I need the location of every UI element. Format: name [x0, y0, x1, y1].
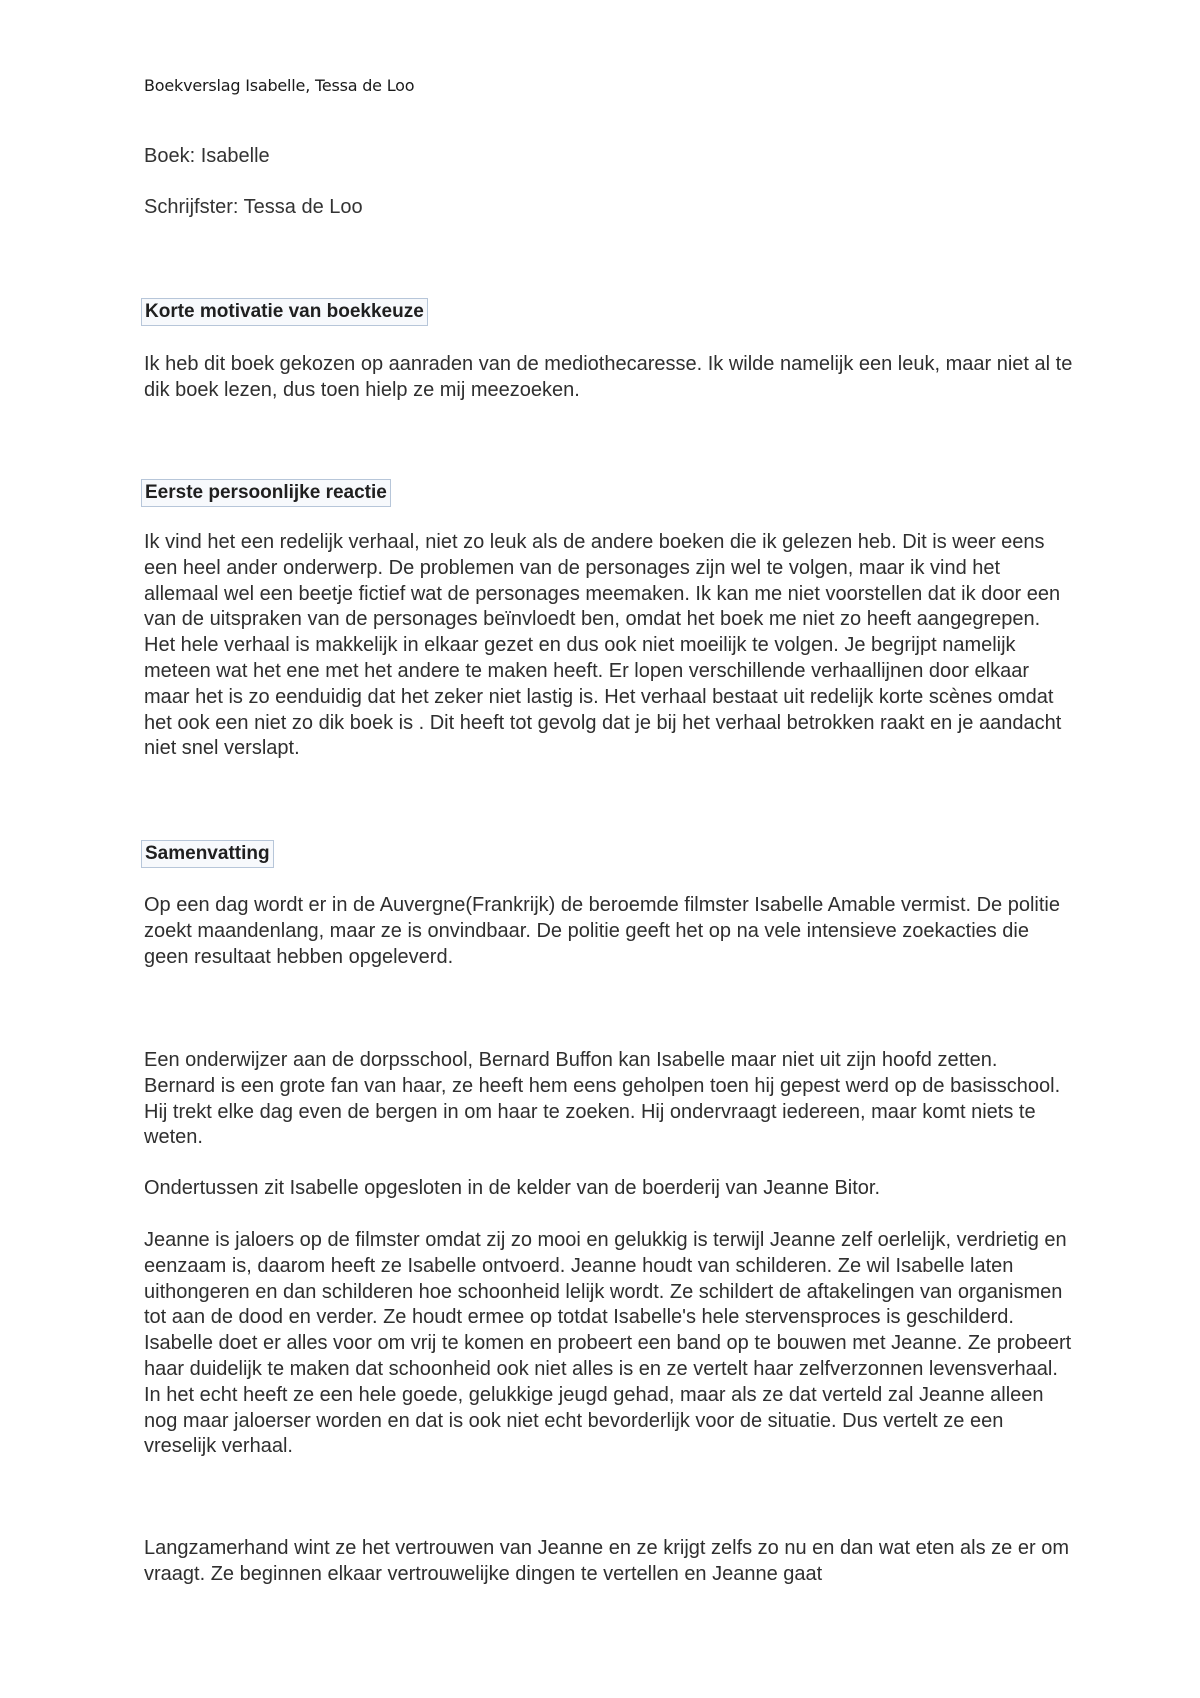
document-header: Boekverslag Isabelle, Tessa de Loo	[144, 76, 415, 95]
paragraph-motivation: Ik heb dit boek gekozen op aanraden van de mediothecaresse. Ik wilde namelijk een leuk, maar niet al te dik boek lezen, dus toen hielp ze mij meezoeken.	[144, 353, 1073, 401]
paragraph-reaction: Ik vind het een redelijk verhaal, niet zo leuk als de andere boeken die ik gelezen heb. Dit is weer eens een heel ander onderwerp. De problemen van de personages zijn wel te volgen, maar ik vind het allemaal wel een beetje fictief wat de personages meemaken. Ik kan me niet voorstellen dat ik door een van de uitspraken van de personages beïnvloedt ben, omdat het boek me niet zo heeft aangegrepen. Het hele verhaal is makkelijk in elkaar gezet en dus ook niet moeilijk te volgen. Je begrijpt namelijk meteen wat het ene met het andere te maken heeft. Er lopen verschillende verhaallijnen door elkaar maar het is zo eenduidig dat het zeker niet lastig is. Het verhaal bestaat uit redelijk korte scènes omdat het ook een niet zo dik boek is . Dit heeft tot gevolg dat je bij het verhaal betrokken raakt en je aandacht niet snel verslapt.	[144, 531, 1062, 760]
paragraph-summary-4: Jeanne is jaloers op de filmster omdat zij zo mooi en gelukkig is terwijl Jeanne zelf oerlelijk, verdrietig en eenzaam is, daarom heeft ze Isabelle ontvoerd. Jeanne houdt van schilderen. Ze wil Isabelle laten uithongeren en dan schilderen hoe schoonheid lelijk wordt. Ze schildert de aftakelingen van organismen tot aan de dood en verder. Ze houdt ermee op totdat Isabelle's hele stervensproces is geschilderd. Isabelle doet er alles voor om vrij te komen en probeert een band op te bouwen met Jeanne. Ze probeert haar duidelijk te maken dat schoonheid ook niet alles is en ze vertelt haar zelfverzonnen levensverhaal. In het echt heeft ze een hele goede, gelukkige jeugd gehad, maar als ze dat verteld zal Jeanne alleen nog maar jaloerser worden en dat is ook niet echt bevorderlijk voor de situatie. Dus vertelt ze een vreselijk verhaal.	[144, 1229, 1072, 1458]
book-title-line: Boek: Isabelle	[144, 145, 270, 167]
heading-reaction: Eerste persoonlijke reactie	[141, 479, 391, 507]
heading-motivation: Korte motivatie van boekkeuze	[141, 298, 428, 326]
author-line: Schrijfster: Tessa de Loo	[144, 196, 363, 218]
paragraph-summary-1: Op een dag wordt er in de Auvergne(Frankrijk) de beroemde filmster Isabelle Amable vermist. De politie zoekt maandenlang, maar ze is onvindbaar. De politie geeft het op na vele intensieve zoekacties die geen resultaat hebben opgeleverd.	[144, 894, 1060, 968]
paragraph-summary-5: Langzamerhand wint ze het vertrouwen van Jeanne en ze krijgt zelfs zo nu en dan wat eten als ze er om vraagt. Ze beginnen elkaar vertrouwelijke dingen te vertellen en Jeanne gaat	[144, 1537, 1069, 1585]
paragraph-summary-2: Een onderwijzer aan de dorpsschool, Bernard Buffon kan Isabelle maar niet uit zijn hoofd zetten. Bernard is een grote fan van haar, ze heeft hem eens geholpen toen hij gepest werd op de basisschool. Hij trekt elke dag even de bergen in om haar te zoeken. Hij ondervraagt iedereen, maar komt niets te weten.	[144, 1049, 1061, 1149]
paragraph-summary-3: Ondertussen zit Isabelle opgesloten in de kelder van de boerderij van Jeanne Bitor.	[144, 1177, 881, 1199]
heading-summary: Samenvatting	[141, 840, 274, 868]
